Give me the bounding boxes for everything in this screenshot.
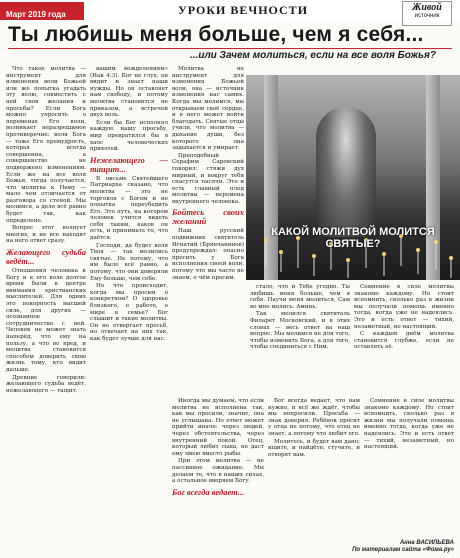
paragraph: При этом молитва — не пассивное ожидание. Мы делаем то, что в наших силах, а остальное вверяем Богу. [172, 458, 264, 485]
paragraph: Сомнение в силе молитвы знакомо каждому. Но стоит вспомнить, сколько раз в жизни мы получали помощь именно тогда, когда уже не надеялись. Это и есть ответ — тихий, незаметный, но настоящий. [364, 398, 454, 451]
author-name: Анна ВАСИЛЬЕВА [399, 540, 454, 546]
section-heading: Бог всегда ведает... [172, 486, 245, 497]
author-signature [352, 540, 454, 554]
source-note: По материалам сайта «Фома.ру» [352, 547, 454, 553]
photo-caption: КАКОЙ МОЛИТВОЙ МОЛИТСЯ СВЯТЫЕ? [271, 226, 435, 250]
paragraph: Молитва не инструмент для изменения Божьей воли, она — источник изменения нас самих. Когда мы молимся, мы открываем своё сердце, и в него может войти благодать. Святые отцы учили, что молитва — дыхание души, без которого она задыхается и умирает. [172, 66, 244, 152]
column-2 [90, 66, 168, 554]
logo-title: Живой [412, 2, 442, 13]
logo-subtitle: источник [414, 13, 440, 19]
article-subheadline: ...или Зачем молиться, если на все воля Божья? [190, 50, 436, 61]
page-header [0, 0, 460, 22]
paragraph: В письме Святейшего Патриарха сказано, что молитва — это не торговля с Богом и не попытка переубедить Его. Это путь, на котором человек учится видеть себя таким, каков он есть, и принимать то, что даётся. [90, 175, 168, 242]
paragraph: Наш русский подвижник святитель Игнатий (Брянчанинов) предупреждал: опасно просить у Бога исполнения своей воли, потому что мы часто не знаем, о чём просим. [172, 228, 244, 281]
paragraph: Сомнение в силе молитвы знакомо каждому. Но стоит вспомнить, сколько раз в жизни мы получали помощь именно тогда, когда уже не надеялись. Это и есть ответ — тихий, незаметный, но настоящий. [354, 284, 454, 330]
column-4b [354, 284, 454, 394]
article-headline: Ты любишь меня больше, чем я себя... [8, 23, 424, 46]
section-heading: Бойтесь своих желаний [172, 207, 244, 227]
paragraph: Вопрос этот волнует многих, и не все находят на него ответ сразу. [6, 225, 86, 245]
paragraph: Если бы Бог исполнял каждую нашу просьбу, мир превратился бы в хаос человеческих прихотей. [90, 119, 168, 153]
paragraph: Древние говорили: желающего судьба ведёт, нежелающего — тащит. [6, 374, 86, 394]
column-7 [364, 398, 454, 528]
paragraph: Но что происходит, когда мы просим о конкретном? О здоровье близкого, о работе, о мире в семье? Бог слышит и такие молитвы. Он не отвергает просьб, но отвечает на них так, как будет лучше для нас. [90, 283, 168, 342]
column-6 [268, 398, 360, 554]
column-5 [172, 398, 264, 554]
column-4 [250, 284, 350, 394]
paragraph: Бог всегда ведает, что нам нужно, и всё же ждёт, чтобы мы попросили. Просьба — знак доверия. Ребёнок просит у отца не потому, что отец не знает, а потому что любит его. [268, 398, 360, 437]
section-heading: Нежелающего — тащит... [90, 154, 168, 174]
paragraph: Отношения человека к Богу и к его воле долгое время были в центре внимания христианских мыслителей. Для одних это покорность высшей силе, для других — осознанное сотрудничество с ней. Человек не может знать наперёд, что ему на пользу, а что во вред, и молитва становится способом доверить свою жизнь тому, кто видит дальше. [6, 268, 86, 373]
paragraph: С каждым днём молитва становится глубже, если не оставлять её. [354, 331, 454, 351]
column-1 [6, 66, 86, 554]
paragraph: Молитесь, и будет вам дано; ищите, и найдёте; стучите, и отворят вам. [268, 438, 360, 458]
paragraph: вашим вожделениям» (Иак 4:3). Бог не глух, он видит и знает наши нужды. Но он оставляет нам свободу, и потому молитва становится не приказом, а встречей двух воль. [90, 66, 168, 119]
paragraph: Что такое молитва — инструмент для изменения воли Божьей или же попытка угадать эту волю, совместить с ней свои желания и просьбы? Если Бога можно упросить о переменах Его воли, возникает неразрешимое противоречие: воля Бога — тоже Его премудрость, которая всегда совершенна, а совершенство не подвержено изменениям. Если же на все воля Божья, тогда получается, что молитва к Нему — мало чем отличается от разговора со стеной. Мы молимся, а дело всё равно будет так, как определено. [6, 66, 86, 224]
paragraph: Так молился святитель Филарет Московский, и в этих словах — весь ответ на наш вопрос. Мы молимся не для того, чтобы изменить Бога, а для того, чтобы соединиться с Ним. [250, 311, 350, 351]
paragraph: стало, что и Тебе угодно. Ты любишь меня больше, чем я себя. Научи меня молиться, Сам во мне молись. Аминь. [250, 284, 350, 310]
paragraph: Господи, да будет воля Твоя — так молились святые. Не потому, что им было всё равно, а потому, что они доверяли Ему больше, чем себе. [90, 242, 168, 282]
section-heading: Желающего судьба ведёт... [6, 247, 86, 267]
section-rubric: УРОКИ ВЕЧНОСТИ [177, 3, 309, 17]
issue-date: Март 2019 года [6, 10, 66, 19]
paragraph: Иногда мы думаем, что если молитва не исполнена так, как мы просили, значит, она не услышана. Но ответ может прийти иначе: через людей, через обстоятельства, через внутренний покой. Отец, который любит сына, не даст ему змею вместо рыбы. [172, 398, 264, 457]
paragraph: Преподобный Серафим Саровский говорил: стяжи дух мирный, и вокруг тебя спасутся тысячи. Это и есть главный плод молитвы — перемена внутреннего человека. [172, 152, 244, 205]
header-rule [8, 48, 452, 49]
